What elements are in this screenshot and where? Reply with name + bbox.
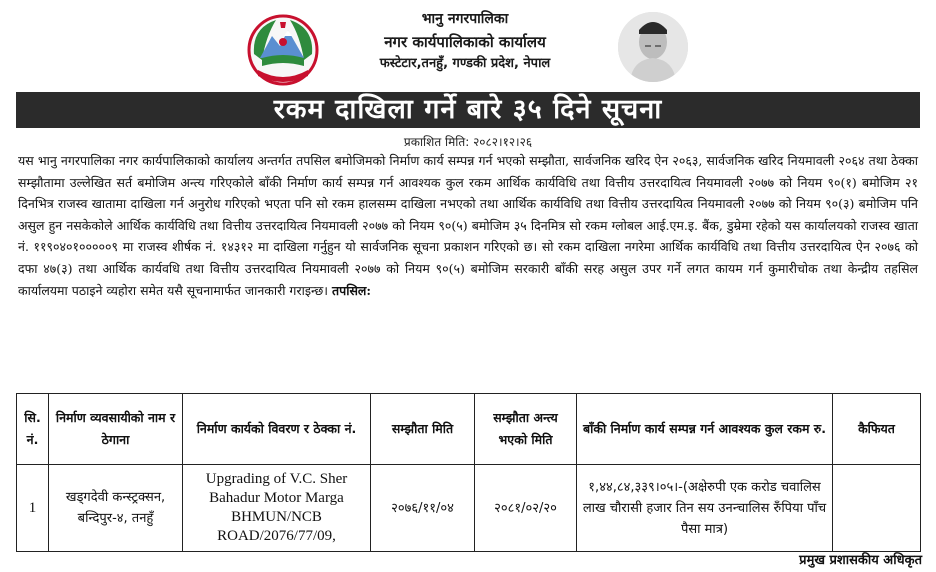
cell-agreement-date: २०७६/११/०४ <box>371 465 475 552</box>
notice-body <box>18 150 918 301</box>
header-sn: सि. नं. <box>17 394 49 465</box>
schedule-table <box>16 393 921 552</box>
header-termination-date: सम्झौता अन्त्य भएको मिति <box>475 394 577 465</box>
office-name: नगर कार्यपालिकाको कार्यालय <box>384 33 546 51</box>
cell-contractor: खड्गदेवी कन्स्ट्रक्सन, बन्दिपुर-४, तनहुँ <box>49 465 183 552</box>
published-date: प्रकाशित मिति: २०८२।१२।२६ <box>403 135 533 149</box>
notice-title: रकम दाखिला गर्ने बारे ३५ दिने सूचना <box>16 92 920 128</box>
cell-amount: १,४४,८४,३३९।०५।-(अक्षेरुपी एक करोड चवालिस लाख चौरासी हजार तिन सय उनन्चालिस रुँपिया पाँच पैसा मात्र) <box>577 465 833 552</box>
office-address: फस्टेटार,तनहुँ, गण्डकी प्रदेश, नेपाल <box>379 56 551 71</box>
header-agreement-date: सम्झौता मिति <box>371 394 475 465</box>
schedule-label: तपसिल: <box>332 282 372 298</box>
table-header-row <box>17 394 921 465</box>
organization-block <box>330 8 600 74</box>
nepal-emblem-icon <box>246 14 320 86</box>
header-contractor: निर्माण व्यवसायीको नाम र ठेगाना <box>49 394 183 465</box>
table-row <box>17 465 921 552</box>
notice-paragraph: यस भानु नगरपालिका नगर कार्यपालिकाको कार्यालय अन्तर्गत तपसिल बमोजिमको निर्माण कार्य सम्पन्न गर्न भएको सम्झौता, सार्वजनिक खरिद ऐन २०६३, सार्वजनिक खरिद नियमावली २०६४ तथा ठेक्का सम्झौतामा उल्लेखित सर्त बमोजिम अन्त्य गरिएकोले बाँकी निर्माण कार्य सम्पन्न गर्न आवश्यक कुल रकम आर्थिक कार्यविधि तथा वित्तीय उत्तरदायित्व नियमावली २०७७ को नियम ९०(१) बमोजिम २१ दिनभित्र राजस्व खातामा दाखिला गर्न अनुरोध गरिएको भएता पनि सो रकम हालसम्म दाखिला नभएको तथा आर्थिक कार्यविधि तथा वित्तीय उत्तरदायित्व नियमावली २०७७ को नियम ९०(३) बमोजिम पनि असुल हुन नसकेकोले आर्थिक कार्यविधि तथा वित्तीय उत्तरदायित्व नियमावली २०७७ को नियम ९०(५) बमोजिम ३५ दिनमित्र सो रकम ग्लोबल आई.एम.इ. बैंक, डुम्रेमा रहेको यस कार्यालयको राजस्व खाता नं. ११९०४०१०००००९ मा राजस्व शीर्षक नं. १४३१२ मा दाखिला गर्नुहुन यो सार्वजनिक सूचना प्रकाशन गरिएको छ। सो रकम दाखिला नगरेमा आर्थिक कार्यविधि तथा वित्तीय उत्तरदायित्व ऐन २०७६ को दफा ४७(३) तथा आर्थिक कार्यवधि तथा वित्तीय उत्तरदायित्व नियमावली २०७७ को नियम ९०(५) बमोजिम सरकारी बाँकी सरह असुल उपर गर्ने लगत कायम गर्न कुमारीचोक तथा केन्द्रीय तहसिल कार्यालयमा पठाइने व्यहोरा समेत यसै सूचनामार्फत जानकारी गराइन्छ। <box>18 153 918 298</box>
header-amount: बाँकी निर्माण कार्य सम्पन्न गर्न आवश्यक कुल रकम रु. <box>577 394 833 465</box>
cell-sn: 1 <box>17 465 49 552</box>
cell-remarks <box>833 465 921 552</box>
portrait-photo <box>618 12 688 82</box>
letterhead <box>0 0 936 92</box>
cell-work: Upgrading of V.C. Sher Bahadur Motor Marga BHMUN/NCB ROAD/2076/77/09, <box>183 465 371 552</box>
signature-title: प्रमुख प्रशासकीय अधिकृत <box>799 553 922 568</box>
cell-termination-date: २०८१/०२/२० <box>475 465 577 552</box>
municipality-name: भानु नगरपालिका <box>421 11 509 27</box>
header-remarks: कैफियत <box>833 394 921 465</box>
header-work: निर्माण कार्यको विवरण र ठेक्का नं. <box>183 394 371 465</box>
